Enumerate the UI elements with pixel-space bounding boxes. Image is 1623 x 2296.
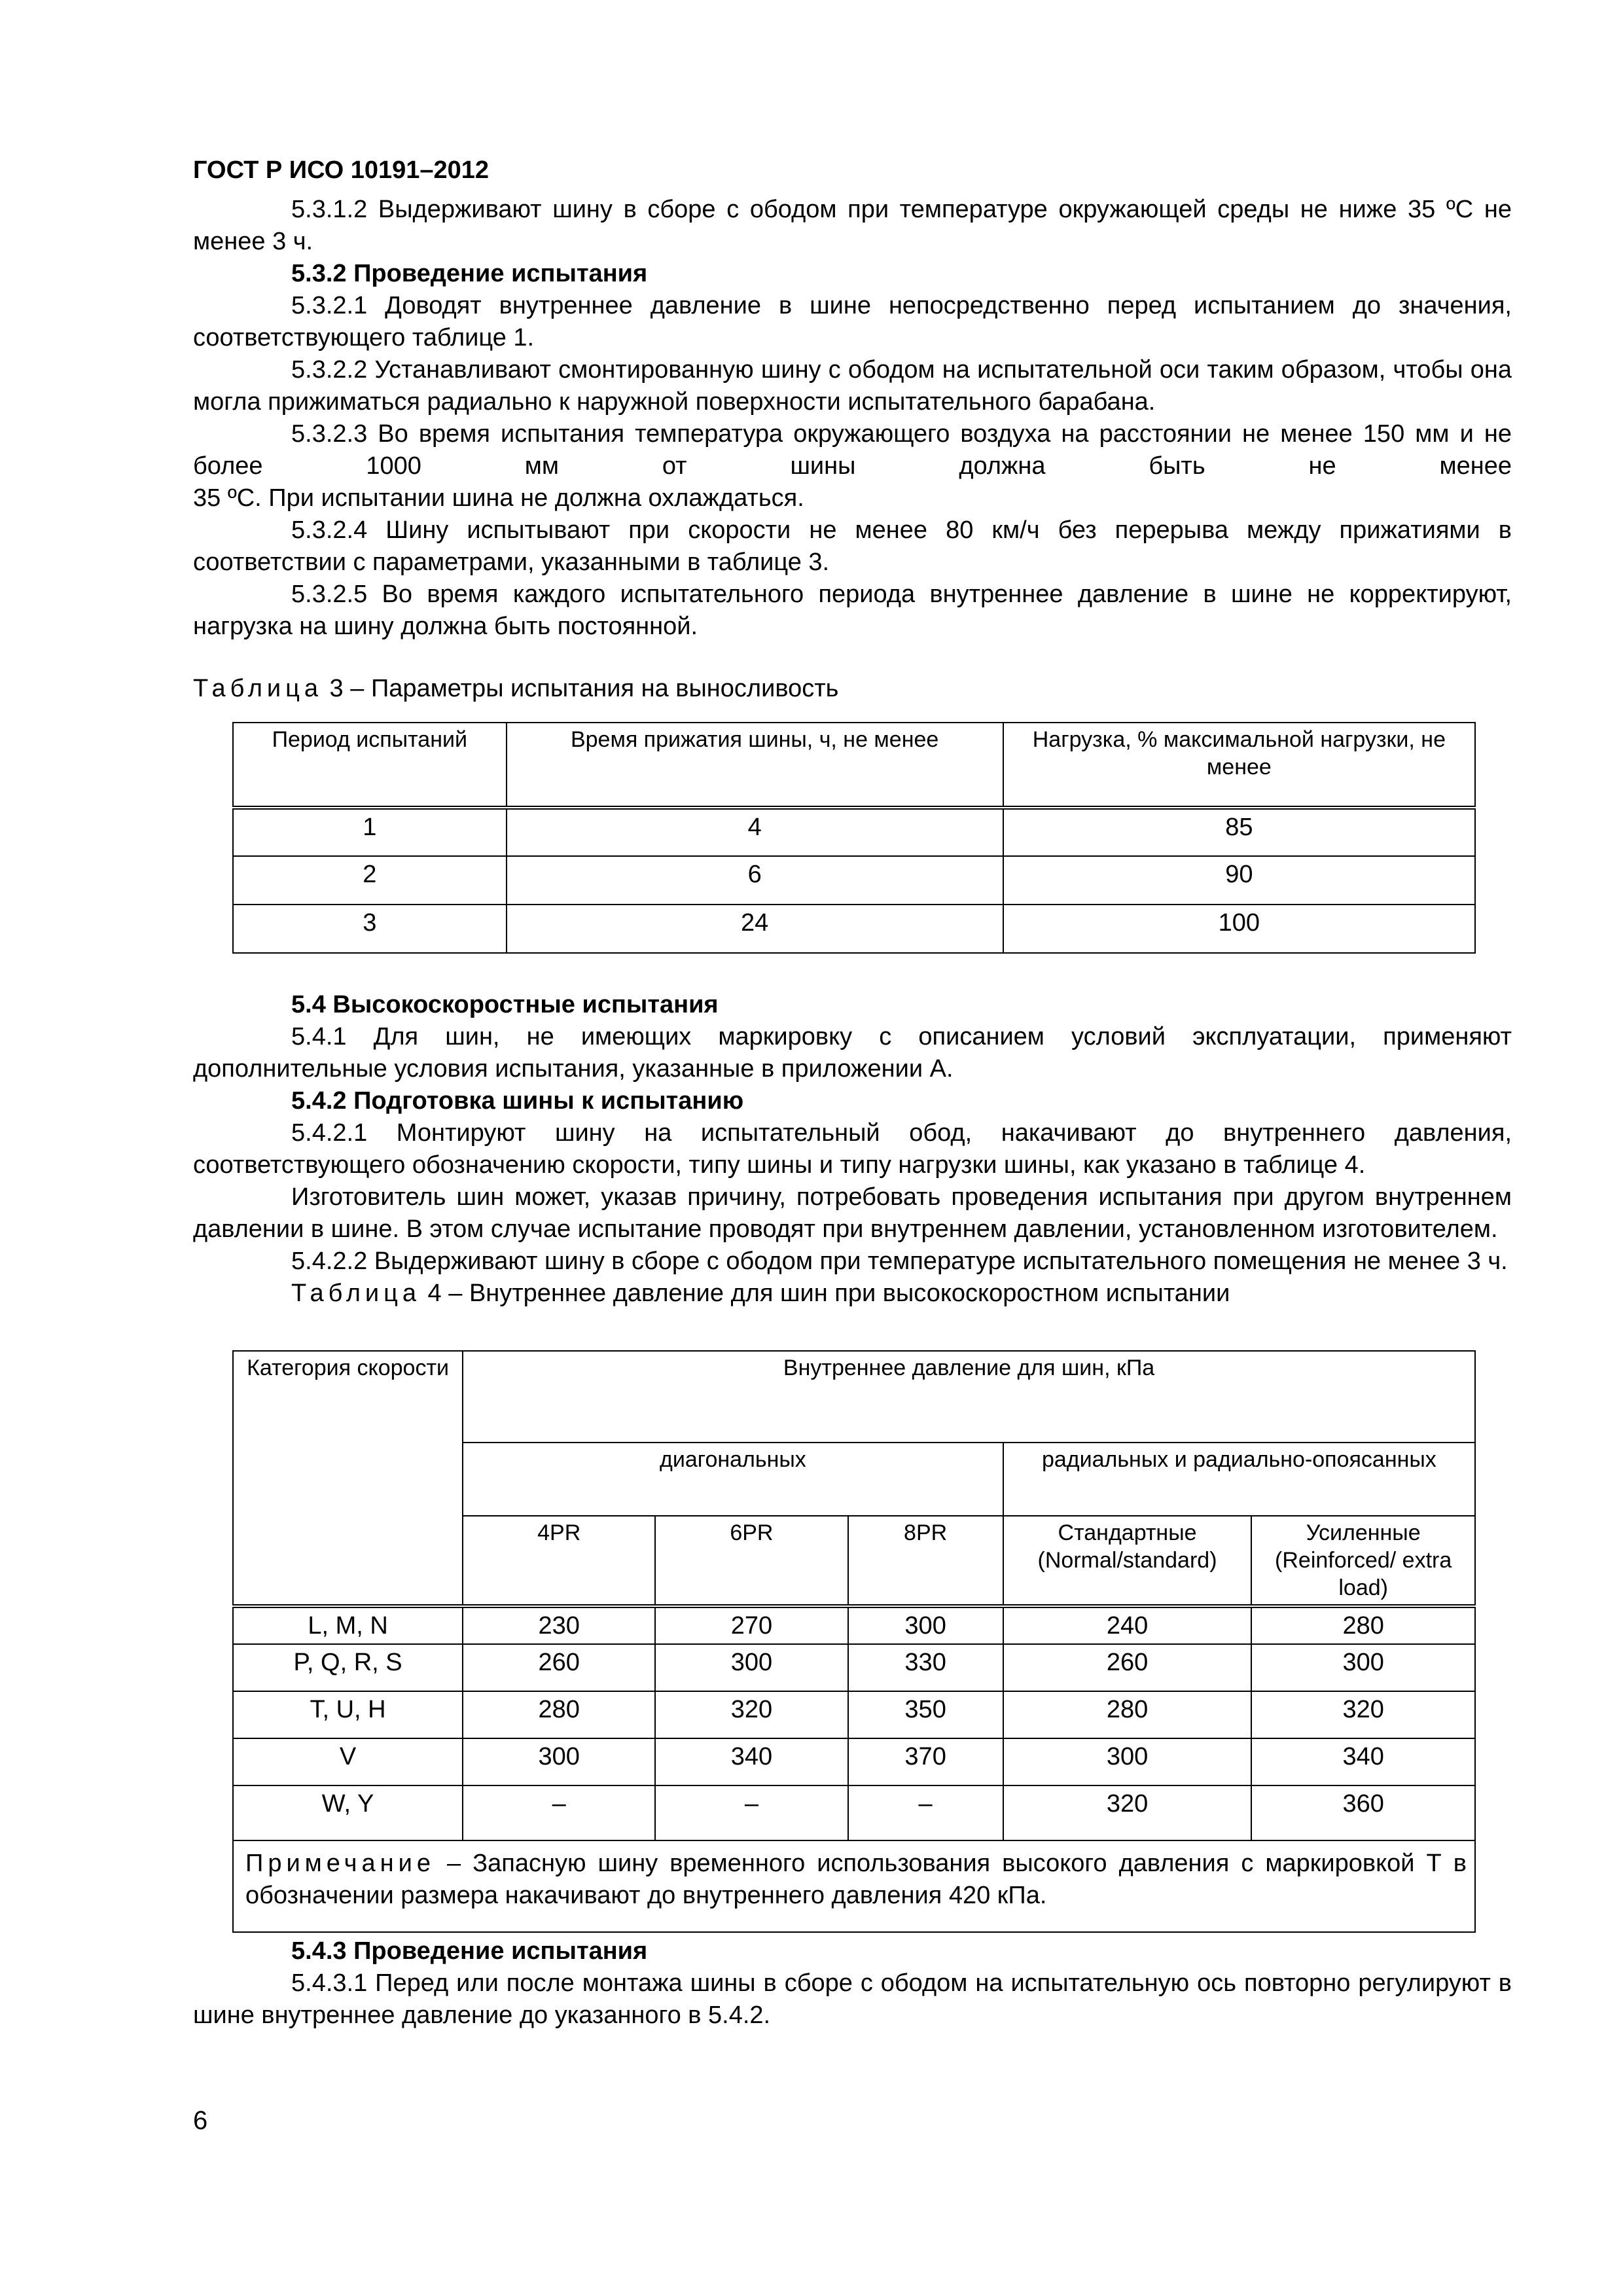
table-cell: 1 (233, 808, 507, 856)
table-cell: 350 (848, 1691, 1003, 1738)
table-cell: 270 (655, 1606, 847, 1644)
table-cell: 2 (233, 856, 507, 905)
table-row (233, 1785, 1475, 1840)
table-cell: 260 (1003, 1644, 1252, 1691)
table-cell: 260 (463, 1644, 655, 1691)
table-cell: 280 (1003, 1691, 1252, 1738)
table3 (232, 722, 1476, 954)
caption-text: 4 – Внутреннее давление для шин при высокоскоростном испытании (421, 1280, 1230, 1307)
table-header: диагональных (463, 1443, 1003, 1516)
table-cell: 320 (1251, 1691, 1475, 1738)
table-cell: L, M, N (233, 1606, 463, 1644)
table-cell: 100 (1003, 905, 1475, 953)
table-cell: W, Y (233, 1785, 463, 1840)
table-cell: 320 (655, 1691, 847, 1738)
table-cell: V (233, 1738, 463, 1785)
table-header: Внутреннее давление для шин, кПа (463, 1351, 1475, 1443)
table-cell: – (655, 1785, 847, 1840)
table-cell: 300 (1003, 1738, 1252, 1785)
note-text: – Запасную шину временного использования высокого давления с маркировкой Т в обозначении размера накачивают до внутреннего давления 420 кПа. (245, 1850, 1467, 1909)
table-header: 4PR (463, 1516, 655, 1606)
table-row (233, 856, 1475, 905)
table-header: Период испытаний (233, 723, 507, 808)
table-header: 6PR (655, 1516, 847, 1606)
table-row (233, 808, 1475, 856)
paragraph: 5.3.2.2 Устанавливают смонтированную шину с ободом на испытательной оси таким образом, чтобы она могла прижиматься радиально к наружной поверхности испытательного барабана. (193, 356, 1512, 416)
table-cell: 4 (507, 808, 1003, 856)
table-cell: T, U, H (233, 1691, 463, 1738)
table-cell: 6 (507, 856, 1003, 905)
table-row (233, 905, 1475, 953)
paragraph: 5.4.1 Для шин, не имеющих маркировку с описанием условий эксплуатации, применяют дополнительные условия испытания, указанные в приложении А. (193, 1023, 1512, 1083)
table-note (233, 1840, 1475, 1932)
table-cell: 240 (1003, 1606, 1252, 1644)
document-page (193, 151, 1512, 2032)
table-cell: 280 (1251, 1606, 1475, 1644)
table4-caption (193, 1278, 1512, 1310)
table-cell: 320 (1003, 1785, 1252, 1840)
section-heading: 5.4 Высокоскоростные испытания (291, 991, 719, 1018)
table-cell: 330 (848, 1644, 1003, 1691)
page-number: 6 (193, 2106, 208, 2135)
section-heading: 5.4.3 Проведение испытания (291, 1937, 648, 1965)
paragraph: 35 ºС. При испытании шина не должна охлаждаться. (193, 484, 804, 512)
table4 (232, 1350, 1476, 1933)
table-header: Усиленные (Reinforced/ extra load) (1251, 1516, 1475, 1606)
paragraph: 5.3.2.4 Шину испытывают при скорости не менее 80 км/ч без перерыва между прижатиями в соответствии с параметрами, указанными в таблице 3. (193, 516, 1512, 576)
table-cell: – (848, 1785, 1003, 1840)
table3-caption (193, 673, 1512, 705)
table-cell: 300 (463, 1738, 655, 1785)
document-header: ГОСТ Р ИСО 10191–2012 (193, 156, 490, 184)
table-cell: 340 (1251, 1738, 1475, 1785)
table-cell: 280 (463, 1691, 655, 1738)
table-cell: – (463, 1785, 655, 1840)
table-cell: P, Q, R, S (233, 1644, 463, 1691)
caption-text: 3 – Параметры испытания на выносливость (323, 675, 839, 702)
paragraph: 5.4.2.2 Выдерживают шину в сборе с ободом при температуре испытательного помещения не менее 3 ч. (291, 1247, 1508, 1275)
section-heading: 5.4.2 Подготовка шины к испытанию (291, 1087, 744, 1115)
paragraph: 5.4.3.1 Перед или после монтажа шины в сборе с ободом на испытательную ось повторно регулируют в шине внутреннее давление до указанного в 5.4.2. (193, 1969, 1512, 2029)
caption-label: Таблица (291, 1280, 421, 1307)
table-cell: 3 (233, 905, 507, 953)
table-cell: 300 (848, 1606, 1003, 1644)
table-header: Категория скорости (233, 1351, 463, 1606)
table-row (233, 1691, 1475, 1738)
paragraph: 5.3.2.3 Во время испытания температура окружающего воздуха на расстоянии не менее 150 мм и не более 1000 мм от шины должна быть не менее (193, 420, 1512, 480)
table-cell: 24 (507, 905, 1003, 953)
paragraph: 5.4.2.1 Монтируют шину на испытательный обод, накачивают до внутреннего давления, соответствующего обозначению скорости, типу шины и типу нагрузки шины, как указано в таблице 4. (193, 1119, 1512, 1179)
table-header: 8PR (848, 1516, 1003, 1606)
table-row (233, 1738, 1475, 1785)
table-cell: 230 (463, 1606, 655, 1644)
table-header: Стандартные (Normal/standard) (1003, 1516, 1252, 1606)
table-cell: 340 (655, 1738, 847, 1785)
table-header: Нагрузка, % максимальной нагрузки, не менее (1003, 723, 1475, 808)
section-heading: 5.3.2 Проведение испытания (291, 260, 648, 287)
table-cell: 300 (1251, 1644, 1475, 1691)
paragraph: 5.3.2.1 Доводят внутреннее давление в шине непосредственно перед испытанием до значения, соответствующего таблице 1. (193, 292, 1512, 351)
table-row (233, 1606, 1475, 1644)
table-cell: 85 (1003, 808, 1475, 856)
table-header: радиальных и радиально-опоясанных (1003, 1443, 1475, 1516)
note-label: Примечание (245, 1850, 435, 1877)
paragraph: 5.3.1.2 Выдерживают шину в сборе с ободом при температуре окружающей среды не ниже 35 ºС не менее 3 ч. (193, 196, 1512, 255)
paragraph: Изготовитель шин может, указав причину, потребовать проведения испытания при другом внутреннем давлении в шине. В этом случае испытание проводят при внутреннем давлении, установленном изготовителем. (193, 1183, 1512, 1243)
caption-label: Таблица (193, 675, 323, 702)
table-cell: 300 (655, 1644, 847, 1691)
table-cell: 360 (1251, 1785, 1475, 1840)
table-cell: 370 (848, 1738, 1003, 1785)
table-cell: 90 (1003, 856, 1475, 905)
table-row (233, 1644, 1475, 1691)
paragraph: 5.3.2.5 Во время каждого испытательного периода внутреннее давление в шине не корректируют, нагрузка на шину должна быть постоянной. (193, 581, 1512, 640)
table-header: Время прижатия шины, ч, не менее (507, 723, 1003, 808)
